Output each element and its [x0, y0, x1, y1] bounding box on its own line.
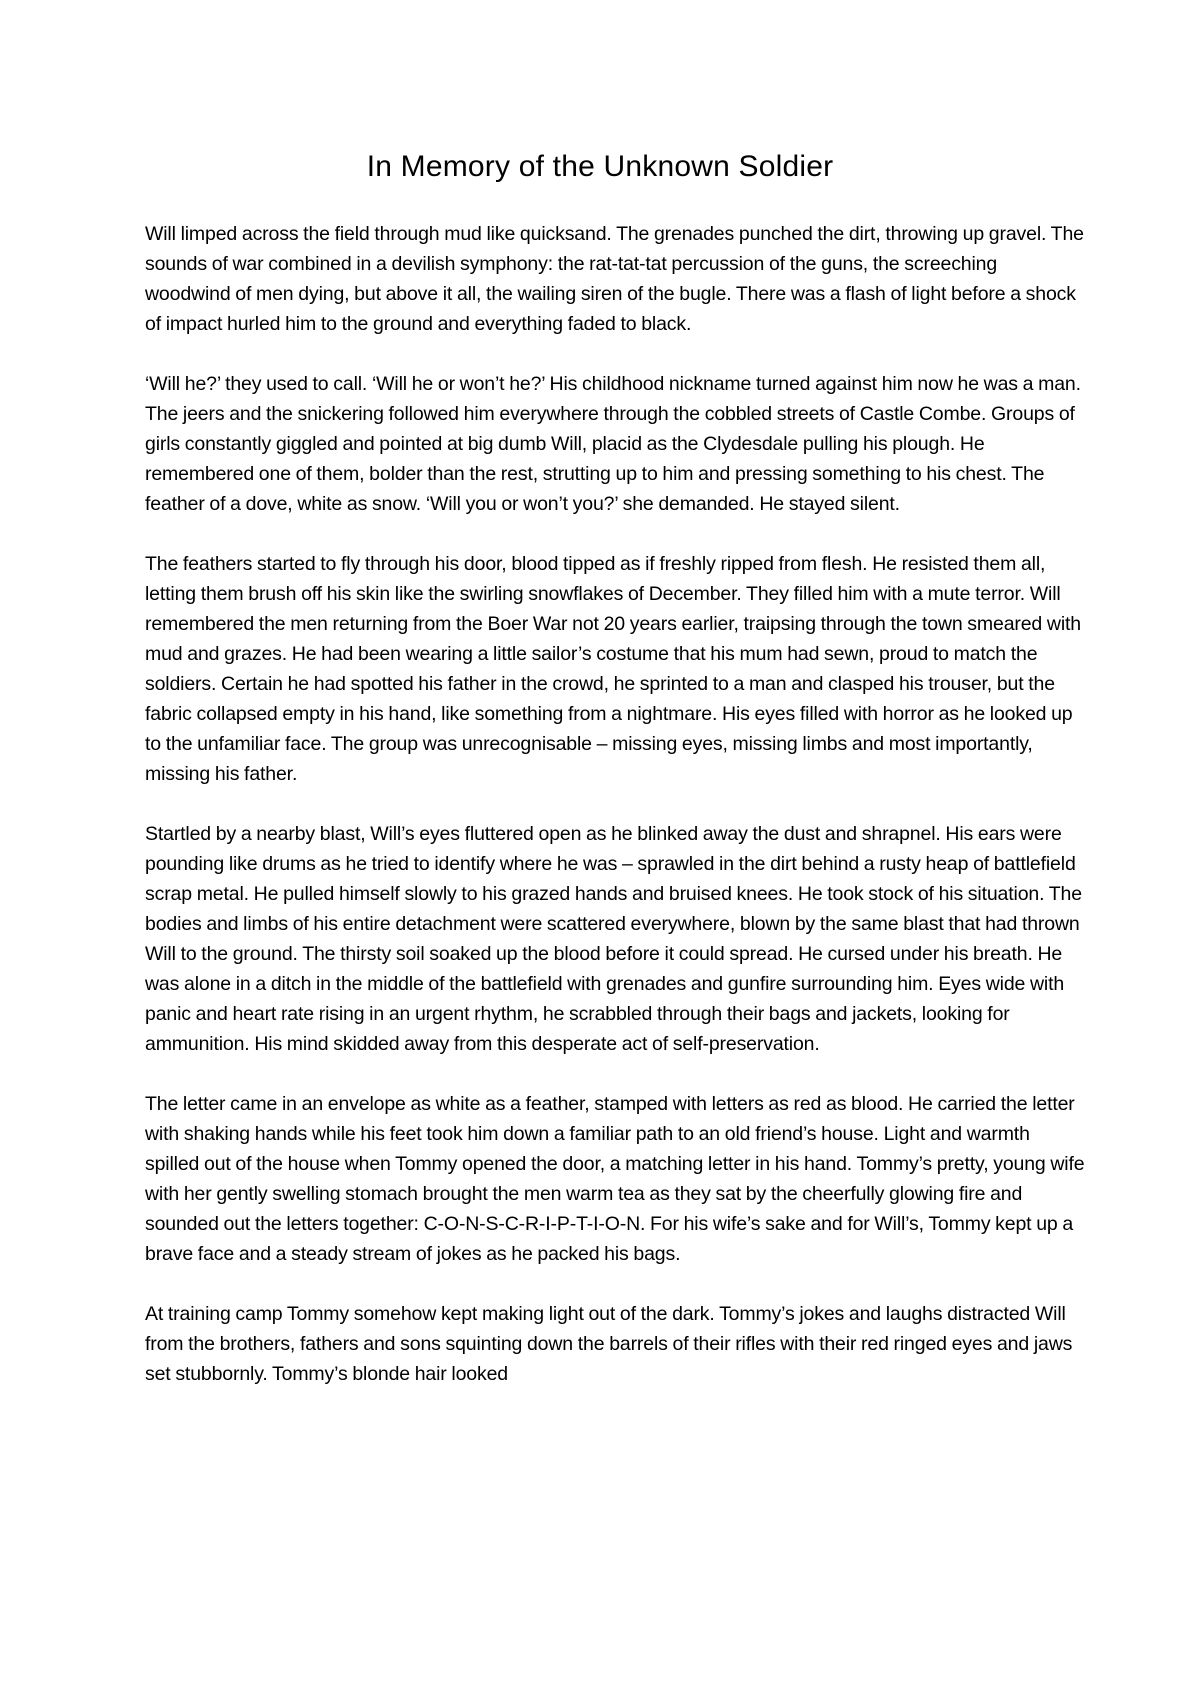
document-title: In Memory of the Unknown Soldier [366, 150, 834, 183]
paragraph: ‘Will he?’ they used to call. ‘Will he or won’t he?’ His childhood nickname turned against him now he was a man. The jeers and the snickering followed him everywhere through the cobbled streets of Castle Combe. Groups of girls constantly giggled and pointed at big dumb Will, placid as the Clydesdale pulling his plough. He remembered one of them, bolder than the rest, strutting up to him and pressing something to his chest. The feather of a dove, white as snow. ‘Will you or won’t you?’ she demanded. He stayed silent. [145, 373, 1081, 515]
paragraph: Will limped across the field through mud like quicksand. The grenades punched the dirt, throwing up gravel. The sounds of war combined in a devilish symphony: the rat-tat-tat percussion of the guns, the screeching woodwind of men dying, but above it all, the wailing siren of the bugle. There was a flash of light before a shock of impact hurled him to the ground and everything faded to black. [145, 223, 1084, 335]
paragraph: At training camp Tommy somehow kept making light out of the dark. Tommy’s jokes and laughs distracted Will from the brothers, fathers and sons squinting down the barrels of their rifles with their red ringed eyes and jaws set stubbornly. Tommy’s blonde hair looked [145, 1303, 1073, 1385]
paragraph: The letter came in an envelope as white as a feather, stamped with letters as red as blood. He carried the letter with shaking hands while his feet took him down a familiar path to an old friend’s house. Light and warmth spilled out of the house when Tommy opened the door, a matching letter in his hand. Tommy’s pretty, young wife with her gently swelling stomach brought the men warm tea as they sat by the cheerfully glowing fire and sounded out the letters together: C-O-N-S-C-R-I-P-T-I-O-N. For his wife’s sake and for Will’s, Tommy kept up a brave face and a steady stream of jokes as he packed his bags. [145, 1093, 1085, 1265]
document-body [145, 219, 1085, 1419]
paragraph: Startled by a nearby blast, Will’s eyes fluttered open as he blinked away the dust and shrapnel. His ears were pounding like drums as he tried to identify where he was – sprawled in the dirt behind a rusty heap of battlefield scrap metal. He pulled himself slowly to his grazed hands and bruised knees. He took stock of his situation. The bodies and limbs of his entire detachment were scattered everywhere, blown by the same blast that had thrown Will to the ground. The thirsty soil soaked up the blood before it could spread. He cursed under his breath. He was alone in a ditch in the middle of the battlefield with grenades and gunfire surrounding him. Eyes wide with panic and heart rate rising in an urgent rhythm, he scrabbled through their bags and jackets, looking for ammunition. His mind skidded away from this desperate act of self-preservation. [145, 823, 1082, 1055]
paragraph: The feathers started to fly through his door, blood tipped as if freshly ripped from flesh. He resisted them all, letting them brush off his skin like the swirling snowflakes of December. They filled him with a mute terror. Will remembered the men returning from the Boer War not 20 years earlier, traipsing through the town smeared with mud and grazes. He had been wearing a little sailor’s costume that his mum had sewn, proud to match the soldiers. Certain he had spotted his father in the crowd, he sprinted to a man and clasped his trouser, but the fabric collapsed empty in his hand, like something from a nightmare. His eyes filled with horror as he looked up to the unfamiliar face. The group was unrecognisable – missing eyes, missing limbs and most importantly, missing his father. [145, 553, 1081, 785]
